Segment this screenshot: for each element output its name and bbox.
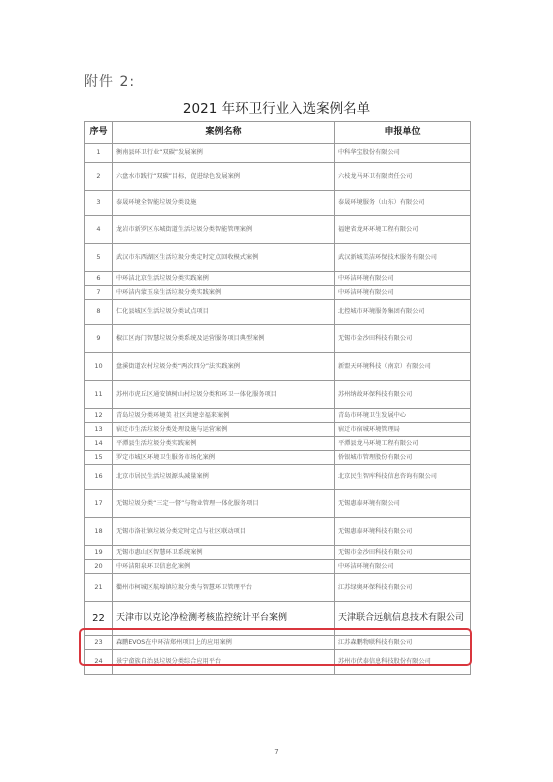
- row-case-name: 六盘水市践行“双碳”目标，促进绿色发展案例: [113, 163, 335, 191]
- row-applicant-unit: 无锡市金沙田科技有限公司: [335, 546, 471, 560]
- table-row: [85, 144, 471, 163]
- table-row: [85, 423, 471, 437]
- row-number: 2: [85, 163, 113, 191]
- row-number: 18: [85, 518, 113, 546]
- row-number: 4: [85, 216, 113, 244]
- table-row: [85, 325, 471, 353]
- row-applicant-unit: 泰晟环境服务（山东）有限公司: [335, 191, 471, 216]
- table-row: [85, 574, 471, 602]
- row-case-name: 武汉市东西湖区生活垃圾分类定时定点回收模式案例: [113, 244, 335, 272]
- table-row: [85, 451, 471, 465]
- table-row: [85, 191, 471, 216]
- row-number: 15: [85, 451, 113, 465]
- row-applicant-unit: 北京民生智库科技信息咨询有限公司: [335, 465, 471, 490]
- table-row: [85, 518, 471, 546]
- header-number: 序号: [85, 122, 113, 144]
- row-case-name: 仁化县城区生活垃圾分类试点项目: [113, 300, 335, 325]
- table-row: [85, 272, 471, 286]
- row-case-name: 罗定市城区环境卫生服务市场化案例: [113, 451, 335, 465]
- page-number: 7: [274, 748, 279, 756]
- table-row: [85, 409, 471, 423]
- case-list-table: [84, 121, 471, 675]
- row-number: 21: [85, 574, 113, 602]
- row-applicant-unit: 天津联合远航信息技术有限公司: [335, 602, 471, 636]
- row-applicant-unit: 苏州纳故环保科技有限公司: [335, 381, 471, 409]
- table-row: [85, 300, 471, 325]
- row-applicant-unit: 北控城市环境服务集团有限公司: [335, 300, 471, 325]
- row-case-name: 景宁畲族自治县垃圾分类综合应用平台: [113, 650, 335, 675]
- row-case-name: 龙岩市新罗区东城街道生活垃圾分类智能管理案例: [113, 216, 335, 244]
- row-number: 13: [85, 423, 113, 437]
- row-number: 1: [85, 144, 113, 163]
- highlight-box: [79, 628, 472, 666]
- table-row: [85, 286, 471, 300]
- row-applicant-unit: 六枝龙马环卫有限责任公司: [335, 163, 471, 191]
- row-number: 17: [85, 490, 113, 518]
- row-applicant-unit: 江苏森鹏物联科技有限公司: [335, 636, 471, 650]
- attachment-label: 附件 2:: [84, 74, 136, 90]
- row-case-name: 衡南县环卫行业“双碳”发展案例: [113, 144, 335, 163]
- row-number: 23: [85, 636, 113, 650]
- row-applicant-unit: 中环洁环境有限公司: [335, 272, 471, 286]
- table-row: [85, 381, 471, 409]
- row-case-name: 平潭县生活垃圾分类实践案例: [113, 437, 335, 451]
- row-case-name: 苏州市虎丘区通安镇树山村垃圾分类和环卫一体化服务项目: [113, 381, 335, 409]
- table-row: [85, 353, 471, 381]
- row-case-name: 无锡市惠山区智慧环卫系统案例: [113, 546, 335, 560]
- row-applicant-unit: 平潭县龙马环境工程有限公司: [335, 437, 471, 451]
- row-number: 24: [85, 650, 113, 675]
- row-case-name: 无锡垃圾分类“三定一督”与物业管理一体化服务项目: [113, 490, 335, 518]
- page-title: 2021 年环卫行业入选案例名单: [182, 101, 371, 117]
- row-number: 10: [85, 353, 113, 381]
- row-case-name: 衢州市柯城区航埠镇垃圾分类与智慧环卫管理平台: [113, 574, 335, 602]
- row-case-name: 中环洁阳泉环卫信息化案例: [113, 560, 335, 574]
- table-row: [85, 546, 471, 560]
- header-applicant-unit: 申报单位: [335, 122, 471, 144]
- row-applicant-unit: 中科华宝股份有限公司: [335, 144, 471, 163]
- row-applicant-unit: 无锡市金沙田科技有限公司: [335, 325, 471, 353]
- table-row: [85, 490, 471, 518]
- row-number: 20: [85, 560, 113, 574]
- row-applicant-unit: 侨银城市管理股份有限公司: [335, 451, 471, 465]
- table-row: [85, 560, 471, 574]
- row-case-name: 中环洁内蒙玉泉生活垃圾分类实践案例: [113, 286, 335, 300]
- row-number: 7: [85, 286, 113, 300]
- row-number: 14: [85, 437, 113, 451]
- row-case-name: 森鹏EVOS在中环洁郑州项目上的应用案例: [113, 636, 335, 650]
- row-case-name: 盘溪街道农村垃圾分类“两次四分”法实践案例: [113, 353, 335, 381]
- row-applicant-unit: 宿迁市宿城环境管理局: [335, 423, 471, 437]
- row-number: 19: [85, 546, 113, 560]
- row-case-name: 泰晟环境全智能垃圾分类设施: [113, 191, 335, 216]
- table-header-row: [85, 122, 471, 144]
- row-applicant-unit: 中环洁环境有限公司: [335, 560, 471, 574]
- row-number: 8: [85, 300, 113, 325]
- row-applicant-unit: 苏州市伏泰信息科技股份有限公司: [335, 650, 471, 675]
- table-row: [85, 216, 471, 244]
- row-applicant-unit: 福建省龙环环境工程有限公司: [335, 216, 471, 244]
- row-number: 6: [85, 272, 113, 286]
- row-applicant-unit: 无锡惠泰环境科技有限公司: [335, 518, 471, 546]
- row-applicant-unit: 无锡惠泰环境有限公司: [335, 490, 471, 518]
- row-case-name: 无锡市洛社镇垃圾分类定时定点与社区联动项目: [113, 518, 335, 546]
- row-applicant-unit: 新盟天环境科技（南京）有限公司: [335, 353, 471, 381]
- row-applicant-unit: 江苏绿奥环保科技有限公司: [335, 574, 471, 602]
- row-applicant-unit: 青岛市环境卫生发展中心: [335, 409, 471, 423]
- row-case-name: 北京市居民生活垃圾源头减量案例: [113, 465, 335, 490]
- row-case-name: 青岛垃圾分类环境美 社区共建幸福来案例: [113, 409, 335, 423]
- row-number: 9: [85, 325, 113, 353]
- row-case-name: 宿迁市生活垃圾分类处理设施与运营案例: [113, 423, 335, 437]
- table-row: [85, 437, 471, 451]
- row-case-name: 中环洁北京生活垃圾分类实践案例: [113, 272, 335, 286]
- table-row: [85, 244, 471, 272]
- header-case-name: 案例名称: [113, 122, 335, 144]
- row-applicant-unit: 武汉新城美洁环保技术服务有限公司: [335, 244, 471, 272]
- table-row: [85, 465, 471, 490]
- row-number: 11: [85, 381, 113, 409]
- row-number: 5: [85, 244, 113, 272]
- row-case-name: 椒江区海门智慧垃圾分类系统及运营服务项目典型案例: [113, 325, 335, 353]
- row-case-name: 天津市以克论净检测考核监控统计平台案例: [113, 602, 335, 636]
- row-number: 16: [85, 465, 113, 490]
- table-row: [85, 163, 471, 191]
- row-number: 12: [85, 409, 113, 423]
- row-number: 3: [85, 191, 113, 216]
- row-applicant-unit: 中环洁环境有限公司: [335, 286, 471, 300]
- row-number: 22: [85, 602, 113, 636]
